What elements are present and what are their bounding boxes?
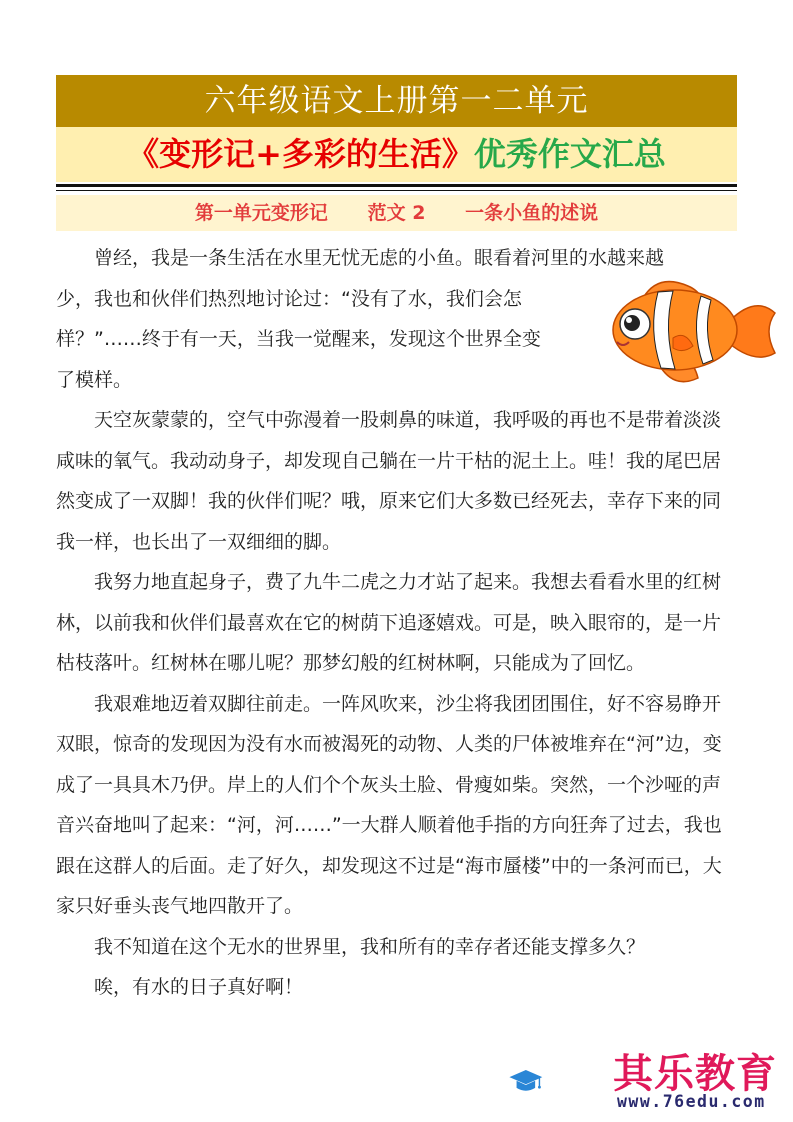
essay-line: 曾经，我是一条生活在水里无忧无虑的小鱼。眼看着河里的水越来越 [94, 247, 665, 269]
subtitle-collection: 优秀作文汇总 [473, 135, 666, 173]
essay-line: 样？”……终于有一天，当我一觉醒来，发现这个世界全变 [56, 328, 541, 350]
subtitle-theme: 《变形记+多彩的生活》 [127, 135, 474, 173]
divider-thin [56, 190, 737, 191]
essay-paragraph: 我努力地直起身子，费了九牛二虎之力才站了起来。我想去看看水里的红树林，以前我和伙伴们最喜欢在它的树荫下追逐嬉戏。可是，映入眼帘的，是一片枯枝落叶。红树林在哪儿呢？那梦幻般的红树林啊，只能成为了回忆。 [56, 571, 722, 674]
essay-line: 少，我也和伙伴们热烈地讨论过：“没有了水，我们会怎 [56, 287, 522, 310]
brand-url: www.76edu.com [617, 1092, 766, 1111]
essay-paragraph: 天空灰蒙蒙的，空气中弥漫着一股刺鼻的味道，我呼吸的再也不是带着淡淡咸味的氧气。我动动身子，却发现自己躺在一片干枯的泥土上。哇！我的尾巴居然变成了一双脚！我的伙伴们呢？哦，原来它们大多数已经死去，幸存下来的同我一样，也长出了一双细细的脚。 [56, 409, 722, 553]
document-title: 六年级语文上册第一二单元 [56, 75, 737, 127]
document-subtitle [56, 127, 737, 182]
essay-line: 了模样。 [56, 368, 133, 391]
essay-paragraph [56, 238, 737, 279]
graduation-cap-icon [508, 1040, 608, 1120]
essay-paragraph: 我艰难地迈着双脚往前走。一阵风吹来，沙尘将我团团围住，好不容易睁开双眼，惊奇的发现因为没有水而被渴死的动物、人类的尸体被堆弃在“河”边，变成了一具具木乃伊。岸上的人们个个灰头土脸、骨瘦如柴。突然，一个沙哑的声音兴奋地叫了起来：“河，河……”一大群人顺着他手指的方向狂奔了过去，我也跟在这群人的后面。走了好久，却发现这不过是“海市蜃楼”中的一条河而已，大家只好垂头丧气地四散开了。 [56, 692, 722, 917]
essay-body [56, 238, 737, 1008]
essay-paragraph: 我不知道在这个无水的世界里，我和所有的幸存者还能支撑多久？ [94, 935, 646, 958]
essay-paragraph [56, 279, 737, 401]
section-heading: 第一单元变形记 范文 2 一条小鱼的述说 [56, 195, 737, 231]
essay-paragraph: 唉，有水的日子真好啊！ [94, 976, 304, 998]
divider-thick [56, 184, 737, 187]
brand-name: 其乐教育 [613, 1051, 777, 1097]
